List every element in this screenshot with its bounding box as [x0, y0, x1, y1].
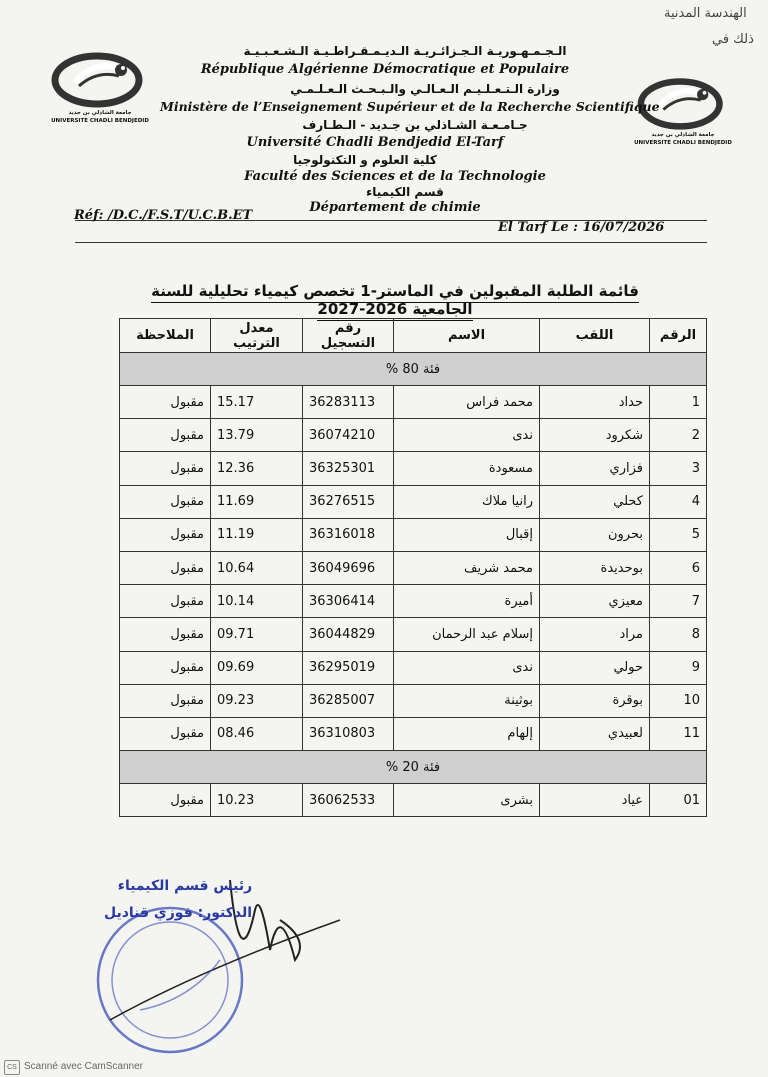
cell-number: 6: [650, 551, 707, 584]
cell-name: إقبال: [394, 518, 540, 551]
table-row: [120, 419, 707, 452]
cell-number: 01: [650, 784, 707, 817]
logo-caption-fr: UNIVERSITE CHADLI BENDJEDID: [51, 118, 149, 124]
cell-registration: 36049696: [303, 551, 394, 584]
cell-number: 2: [650, 419, 707, 452]
cell-surname: بوقرة: [540, 684, 650, 717]
cell-registration: 36283113: [303, 386, 394, 419]
cell-name: محمد شريف: [394, 551, 540, 584]
cell-average: 13.79: [211, 419, 303, 452]
cell-surname: معيزي: [540, 585, 650, 618]
table-row: [120, 551, 707, 584]
cell-note: مقبول: [120, 651, 211, 684]
category-label: فئة 20 %: [120, 751, 707, 784]
ministry-fr: Ministère de l’Enseignement Supérieur et de la Recherche Scientifique: [160, 99, 660, 114]
department-fr: Département de chimie: [309, 200, 481, 215]
department-ar: قسم الكيمياء: [366, 185, 444, 199]
cell-name: إسلام عبد الرحمان: [394, 618, 540, 651]
logo-caption-ar: جامعة الشاذلي بن جديد: [651, 132, 715, 138]
cell-number: 10: [650, 684, 707, 717]
cell-registration: 36044829: [303, 618, 394, 651]
table-row: [120, 684, 707, 717]
cell-average: 15.17: [211, 386, 303, 419]
col-header-name: الاسم: [394, 319, 540, 353]
ministry-ar: وزارة الـتـعـلـيـم الـعـالـي والـبـحـث الـعـلـمـي: [290, 82, 560, 96]
cell-number: 1: [650, 386, 707, 419]
table-row: [120, 618, 707, 651]
table-row: [120, 585, 707, 618]
cell-surname: لعبيدي: [540, 717, 650, 750]
col-header-number: الرقم: [650, 319, 707, 353]
category-row-20: [120, 751, 707, 784]
faculty-ar: كلية العلوم و التكنولوجيا: [293, 153, 437, 167]
republic-ar: الـجـمـهـوريـة الـجـزائـريـة الـديـمـقـراطـيـة الـشـعـبـيـة: [243, 44, 567, 58]
cell-number: 8: [650, 618, 707, 651]
cell-note: مقبول: [120, 717, 211, 750]
cell-surname: مراد: [540, 618, 650, 651]
cell-average: 10.64: [211, 551, 303, 584]
header-rule-bottom: [75, 226, 707, 243]
cell-surname: عياد: [540, 784, 650, 817]
cell-surname: فزاري: [540, 452, 650, 485]
cell-registration: 36325301: [303, 452, 394, 485]
cell-name: ندى: [394, 651, 540, 684]
cell-number: 3: [650, 452, 707, 485]
cell-average: 10.23: [211, 784, 303, 817]
cell-registration: 36316018: [303, 518, 394, 551]
table-row: [120, 518, 707, 551]
students-table: [119, 318, 707, 817]
cell-note: مقبول: [120, 419, 211, 452]
col-header-average: معدل الترتيب: [211, 319, 303, 353]
cell-name: محمد فراس: [394, 386, 540, 419]
cell-registration: 36306414: [303, 585, 394, 618]
cell-note: مقبول: [120, 452, 211, 485]
scanner-footer: [0, 1057, 768, 1077]
col-header-surname: اللقب: [540, 319, 650, 353]
cell-registration: 36074210: [303, 419, 394, 452]
cell-registration: 36285007: [303, 684, 394, 717]
table-row: [120, 386, 707, 419]
cell-registration: 36276515: [303, 485, 394, 518]
cell-note: مقبول: [120, 485, 211, 518]
document-title-text: قائمة الطلبة المقبولين في الماستر-1 تخصص كيمياء تحليلية للسنة الجامعية 2026-2027: [151, 282, 639, 321]
cell-average: 09.69: [211, 651, 303, 684]
table-row: [120, 651, 707, 684]
table-row: [120, 784, 707, 817]
col-header-registration: رقم التسجيل: [303, 319, 394, 353]
col-header-note: الملاحظة: [120, 319, 211, 353]
republic-fr: République Algérienne Démocratique et Populaire: [200, 62, 570, 77]
signature-name: الدكتور: فوزي قناديل: [103, 905, 253, 921]
cell-note: مقبول: [120, 618, 211, 651]
cell-registration: 36062533: [303, 784, 394, 817]
cell-surname: حولي: [540, 651, 650, 684]
table-row: [120, 485, 707, 518]
place-date: El Tarf Le : 16/07/2026: [498, 220, 665, 235]
cell-name: بشرى: [394, 784, 540, 817]
cell-name: رانيا ملاك: [394, 485, 540, 518]
scanner-label: Scanné avec CamScanner: [24, 1061, 143, 1072]
corner-note-line2: ذلك في: [712, 32, 754, 47]
faculty-fr: Faculté des Sciences et de la Technologie: [244, 169, 546, 184]
cell-average: 11.69: [211, 485, 303, 518]
cell-note: مقبول: [120, 784, 211, 817]
cell-surname: بحرون: [540, 518, 650, 551]
cell-surname: شكرود: [540, 419, 650, 452]
cell-note: مقبول: [120, 585, 211, 618]
category-label: فئة 80 %: [120, 353, 707, 386]
cell-number: 4: [650, 485, 707, 518]
reference-number: Réf: /D.C./F.S.T/U.C.B.ET: [74, 208, 253, 223]
cell-note: مقبول: [120, 684, 211, 717]
document-title: [130, 282, 660, 318]
cell-note: مقبول: [120, 518, 211, 551]
table-row: [120, 717, 707, 750]
cell-average: 09.23: [211, 684, 303, 717]
category-row-80: [120, 353, 707, 386]
cell-note: مقبول: [120, 386, 211, 419]
cell-average: 10.14: [211, 585, 303, 618]
cell-number: 7: [650, 585, 707, 618]
university-fr: Université Chadli Bendjedid El-Tarf: [246, 135, 504, 150]
university-ar: جـامـعـة الشـاذلي بن جـديد - الـطـارف: [302, 118, 528, 132]
cell-number: 11: [650, 717, 707, 750]
cell-name: ندى: [394, 419, 540, 452]
cell-average: 09.71: [211, 618, 303, 651]
logo-emblem-icon: [45, 48, 155, 110]
cell-surname: حداد: [540, 386, 650, 419]
cell-registration: 36310803: [303, 717, 394, 750]
table-header-row: [120, 319, 707, 353]
cell-name: أميرة: [394, 585, 540, 618]
logo-caption-ar: جامعة الشاذلي بن جديد: [68, 110, 132, 116]
cell-number: 5: [650, 518, 707, 551]
cell-surname: بوحديدة: [540, 551, 650, 584]
signature-title: رئيس قسم الكيمياء: [117, 878, 253, 894]
camscanner-icon: CS: [4, 1060, 20, 1075]
logo-caption-fr: UNIVERSITE CHADLI BENDJEDID: [634, 140, 732, 146]
university-logo-left: [45, 48, 155, 128]
cell-average: 11.19: [211, 518, 303, 551]
table-row: [120, 452, 707, 485]
cell-note: مقبول: [120, 551, 211, 584]
cell-average: 08.46: [211, 717, 303, 750]
cell-name: إلهام: [394, 717, 540, 750]
cell-name: بوثينة: [394, 684, 540, 717]
cell-average: 12.36: [211, 452, 303, 485]
cell-name: مسعودة: [394, 452, 540, 485]
cell-number: 9: [650, 651, 707, 684]
cell-registration: 36295019: [303, 651, 394, 684]
cell-surname: كحلي: [540, 485, 650, 518]
corner-note-line1: الهندسة المدنية: [664, 6, 747, 21]
